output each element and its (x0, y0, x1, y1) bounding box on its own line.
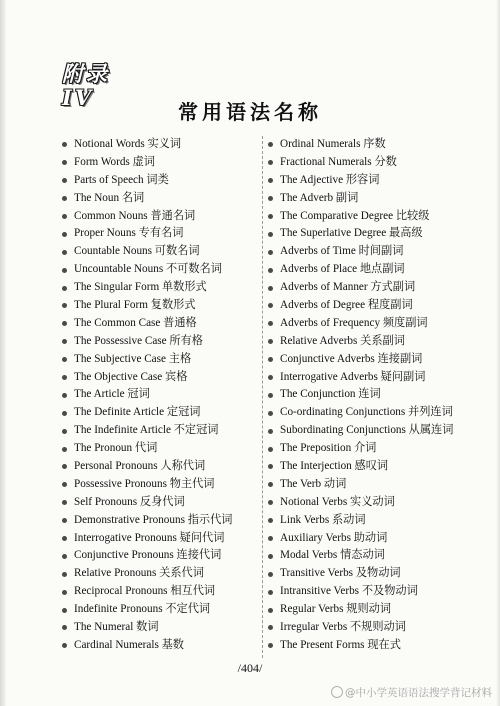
bullet-icon (62, 160, 67, 165)
term-item (268, 172, 453, 190)
term-text: The Adjective 形容词 (280, 173, 380, 186)
term-text: Reciprocal Pronouns 相互代词 (74, 585, 216, 598)
term-item (62, 422, 232, 440)
term-item (62, 208, 232, 226)
bullet-icon (62, 321, 67, 326)
bullet-icon (62, 196, 67, 201)
term-text: The Preposition 介词 (280, 442, 377, 455)
bullet-icon (268, 643, 273, 648)
term-text: The Subjective Case 主格 (74, 352, 192, 365)
term-text: Adverbs of Manner 方式副词 (280, 281, 416, 294)
bullet-icon (62, 375, 67, 380)
term-item (62, 637, 232, 655)
term-text: The Noun 名词 (74, 191, 145, 204)
bullet-icon (268, 250, 273, 255)
term-item (268, 422, 453, 440)
term-item (268, 440, 453, 458)
term-item (62, 172, 232, 190)
term-text: The Verb 动词 (280, 477, 347, 490)
term-item (62, 530, 232, 548)
term-text: Form Words 虚词 (74, 155, 155, 168)
term-item (62, 243, 232, 261)
bullet-icon (268, 500, 273, 505)
term-text: Adverbs of Frequency 频度副词 (280, 316, 428, 329)
term-item (268, 530, 453, 548)
term-item (268, 476, 453, 494)
term-item (268, 208, 453, 226)
term-text: The Article 冠词 (74, 388, 150, 401)
term-text: The Common Case 普通格 (74, 316, 197, 329)
term-text: Intransitive Verbs 不及物动词 (280, 585, 418, 598)
bullet-icon (62, 447, 67, 452)
term-text: Relative Pronouns 关系代词 (74, 567, 204, 580)
bullet-icon (62, 357, 67, 362)
term-item (62, 190, 232, 208)
bullet-icon (268, 608, 273, 613)
term-text: Cardinal Numerals 基数 (74, 638, 184, 651)
term-item (62, 333, 232, 351)
term-text: Conjunctive Adverbs 连接副词 (280, 352, 423, 365)
watermark-logo-icon (331, 686, 343, 698)
bullet-icon (268, 464, 273, 469)
term-text: Relative Adverbs 关系副词 (280, 334, 405, 347)
term-text: Irregular Verbs 不规则动词 (280, 621, 406, 634)
term-item (268, 601, 453, 619)
bullet-icon (62, 482, 67, 487)
term-item (62, 583, 232, 601)
bullet-icon (62, 393, 67, 398)
term-text: The Objective Case 宾格 (74, 370, 188, 383)
term-item (268, 243, 453, 261)
term-item (268, 279, 453, 297)
term-item (62, 440, 232, 458)
term-text: The Comparative Degree 比较级 (280, 209, 430, 222)
term-text: The Present Forms 现在式 (280, 638, 401, 651)
term-item (62, 386, 232, 404)
bullet-icon (268, 590, 273, 595)
bullet-icon (268, 429, 273, 434)
term-item (62, 458, 232, 476)
term-text: Transitive Verbs 及物动词 (280, 567, 401, 580)
bullet-icon (268, 268, 273, 273)
term-text: The Plural Form 复数形式 (74, 299, 196, 312)
bullet-icon (268, 447, 273, 452)
term-item (268, 386, 453, 404)
term-item (268, 297, 453, 315)
term-text: Auxiliary Verbs 助动词 (280, 531, 388, 544)
term-text: Adverbs of Degree 程度副词 (280, 299, 413, 312)
term-item (268, 512, 453, 530)
term-item (62, 476, 232, 494)
term-text: Co-ordinating Conjunctions 并列连词 (280, 406, 453, 419)
term-item (268, 225, 453, 243)
bullet-icon (268, 518, 273, 523)
bullet-icon (62, 572, 67, 577)
term-text: The Superlative Degree 最高级 (280, 227, 423, 240)
term-text: Notional Words 实义词 (74, 138, 182, 150)
bullet-icon (62, 232, 67, 237)
watermark (331, 686, 492, 700)
page-title: 常用语法名称 (178, 100, 322, 124)
term-item (62, 369, 232, 387)
term-text: Adverbs of Place 地点副词 (280, 263, 405, 276)
term-item (268, 369, 453, 387)
term-text: Ordinal Numerals 序数 (280, 138, 386, 150)
bullet-icon (62, 608, 67, 613)
term-text: The Indefinite Article 不定冠词 (74, 424, 219, 437)
appendix-label: 附录IV (62, 61, 110, 110)
term-text: Fractional Numerals 分数 (280, 155, 397, 168)
bullet-icon (268, 178, 273, 183)
term-text: The Conjunction 连词 (280, 388, 381, 401)
term-item (62, 351, 232, 369)
term-item (62, 136, 232, 154)
term-item (268, 333, 453, 351)
bullet-icon (62, 250, 67, 255)
term-item (62, 315, 232, 333)
column-divider (262, 136, 263, 658)
term-text: Self Pronouns 反身代词 (74, 495, 185, 508)
bullet-icon (268, 303, 273, 308)
bullet-icon (268, 321, 273, 326)
bullet-icon (62, 554, 67, 559)
bullet-icon (62, 590, 67, 595)
term-item (268, 261, 453, 279)
right-term-column (268, 136, 453, 655)
bullet-icon (268, 554, 273, 559)
term-item (268, 583, 453, 601)
term-text: Conjunctive Pronouns 连接代词 (74, 549, 222, 562)
term-item (62, 512, 232, 530)
bullet-icon (268, 411, 273, 416)
term-item (62, 494, 232, 512)
term-item (268, 619, 453, 637)
term-text: The Interjection 感叹词 (280, 460, 389, 473)
term-item (62, 261, 232, 279)
bullet-icon (62, 178, 67, 183)
term-item (268, 404, 453, 422)
term-text: Adverbs of Time 时间副词 (280, 245, 404, 258)
bullet-icon (62, 303, 67, 308)
term-text: The Singular Form 单数形式 (74, 281, 207, 294)
term-item (268, 154, 453, 172)
term-text: Indefinite Pronouns 不定代词 (74, 603, 211, 616)
bullet-icon (62, 429, 67, 434)
term-text: Link Verbs 系动词 (280, 513, 366, 526)
term-item (268, 351, 453, 369)
term-item (268, 458, 453, 476)
term-text: Modal Verbs 情态动词 (280, 549, 385, 562)
term-item (268, 547, 453, 565)
bullet-icon (62, 339, 67, 344)
bullet-icon (62, 464, 67, 469)
term-item (268, 637, 453, 655)
term-item (62, 297, 232, 315)
bullet-icon (268, 142, 273, 147)
term-item (62, 279, 232, 297)
bullet-icon (62, 286, 67, 291)
term-item (62, 225, 232, 243)
bullet-icon (268, 214, 273, 219)
bullet-icon (62, 500, 67, 505)
term-item (62, 154, 232, 172)
term-text: The Adverb 副词 (280, 191, 359, 204)
bullet-icon (268, 196, 273, 201)
term-text: The Definite Article 定冠词 (74, 406, 201, 419)
term-text: The Pronoun 代词 (74, 442, 158, 455)
bullet-icon (268, 160, 273, 165)
bullet-icon (62, 518, 67, 523)
bullet-icon (62, 643, 67, 648)
left-term-column (62, 136, 232, 655)
bullet-icon (62, 214, 67, 219)
bullet-icon (268, 286, 273, 291)
bullet-icon (268, 536, 273, 541)
bullet-icon (62, 625, 67, 630)
term-item (268, 136, 453, 154)
term-text: Demonstrative Pronouns 指示代词 (74, 513, 233, 526)
term-item (62, 601, 232, 619)
term-text: The Numeral 数词 (74, 621, 159, 634)
bullet-icon (268, 232, 273, 237)
bullet-icon (268, 625, 273, 630)
term-text: Personal Pronouns 人称代词 (74, 460, 206, 473)
term-item (268, 315, 453, 333)
bullet-icon (62, 411, 67, 416)
term-text: Interrogative Adverbs 疑问副词 (280, 370, 426, 383)
bullet-icon (268, 482, 273, 487)
watermark-text: @中小学英语语法搜学背记材料 (345, 687, 492, 699)
bullet-icon (268, 375, 273, 380)
term-text: Proper Nouns 专有名词 (74, 227, 184, 240)
term-text: Uncountable Nouns 不可数名词 (74, 263, 222, 276)
term-item (268, 565, 453, 583)
term-item (62, 565, 232, 583)
term-item (268, 190, 453, 208)
bullet-icon (268, 357, 273, 362)
term-text: Interrogative Pronouns 疑问代词 (74, 531, 225, 544)
term-text: Subordinating Conjunctions 从属连词 (280, 424, 454, 437)
term-item (62, 404, 232, 422)
term-text: Regular Verbs 规则动词 (280, 603, 392, 616)
term-text: Countable Nouns 可数名词 (74, 245, 200, 258)
bullet-icon (62, 142, 67, 147)
term-text: Parts of Speech 词类 (74, 173, 169, 186)
page-number: /404/ (237, 661, 263, 675)
bullet-icon (62, 536, 67, 541)
term-item (62, 619, 232, 637)
term-item (268, 494, 453, 512)
bullet-icon (62, 268, 67, 273)
bullet-icon (268, 339, 273, 344)
term-item (62, 547, 232, 565)
term-text: Notional Verbs 实义动词 (280, 495, 395, 508)
bullet-icon (268, 572, 273, 577)
term-text: Possessive Pronouns 物主代词 (74, 477, 215, 490)
term-text: The Possessive Case 所有格 (74, 334, 203, 347)
term-text: Common Nouns 普通名词 (74, 209, 196, 222)
bullet-icon (268, 393, 273, 398)
